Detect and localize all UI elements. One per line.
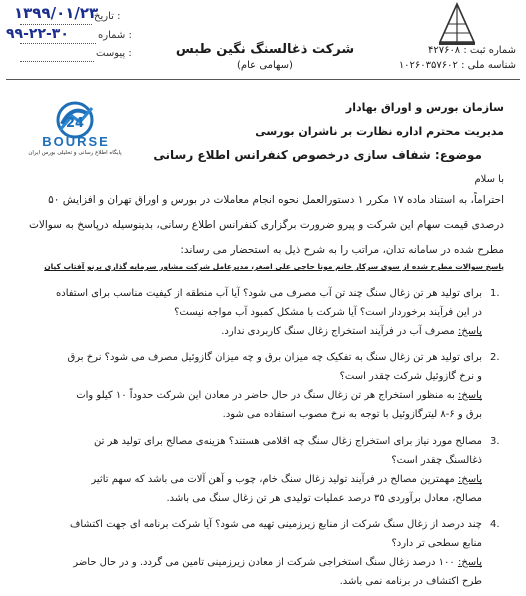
item-question-line-1: مصالح مورد نیاز برای استخراج زغال سنگ چه اقلامی هستند؟ هزینه‌ی مصالح برای تولید هر تن [93, 436, 482, 447]
intro-line-2: درصدی قیمت سهام این شرکت و پیرو ضرورت برگزاری کنفرانس اطلاع رسانی، بدینوسیله درپاسخ به سوالات [28, 219, 504, 231]
date-value: ۱۳۹۹/۰۱/۲۳ [14, 4, 99, 22]
item-answer-line-2: طرح اکتشاف در برنامه نمی باشد. [339, 576, 482, 587]
item-question-line-1: برای تولید هر تن زغال سنگ به تفکیک چه میزان برق و چه میزان گازوئیل مصرف می شود؟ نرخ برق [67, 352, 482, 363]
subject-text: شفاف سازی درخصوص کنفرانس اطلاع رسانی [153, 148, 431, 162]
item-answer-line-1 [28, 553, 482, 572]
recipient-line-1: سازمان بورس و اوراق بهادار [345, 101, 504, 114]
company-name: شرکت ذغالسنگ نگین طبس [175, 42, 355, 57]
company-type: (سهامی عام) [237, 60, 293, 71]
list-item [0, 284, 526, 336]
intro-line-3: مطرح شده در سامانه تدان، مراتب را به شرح ذیل به استحضار می رساند: [180, 244, 504, 256]
item-question-line-2: در این فرآیند برخوردار است؟ آیا شرکت با مشکل کمبود آب مواجه نیست؟ [174, 307, 482, 318]
national-id: شناسه ملی : ۱۰۲۶۰۳۵۷۶۰۲ [398, 60, 516, 71]
item-answer-line-2: مصالح، معادل برآوردی ۳۵ درصد عملیات تولیدی هر تن زغال سنگ می باشد. [166, 493, 482, 504]
letterhead [0, 0, 526, 78]
bourse-brand: BOURSE [42, 134, 110, 149]
item-question-line-2: منابع سطحی تر دارد؟ [391, 538, 482, 549]
answer-text: مهمترین مصالح در فرآیند تولید زغال سنگ خام، چوب و آهن آلات می باشد که سهم تاثیر [91, 474, 455, 485]
list-item [0, 348, 526, 426]
answer-label: پاسخ: [457, 390, 482, 401]
letterhead-divider [6, 79, 520, 80]
answer-text: ۱۰۰ درصد زغال سنگ استخراجی شرکت از معادن زیرزمینی تامین می گردد. و در حال حاضر [73, 557, 455, 568]
item-number: 4. [490, 519, 500, 530]
list-item [0, 432, 526, 510]
bourse-tagline: پایگاه اطلاع رسانی و تحلیلی بورس ایران [28, 150, 122, 156]
recipient-line-2: مدیریت محترم اداره نظارت بر ناشران بورسی [255, 125, 504, 138]
item-answer-line-2: برق و ۶-۸ لیترگازوئیل با توجه به نرخ مصوب استفاده می شود. [222, 409, 482, 420]
date-label: تاریخ : [94, 11, 121, 22]
item-answer-line-1 [28, 386, 482, 405]
answer-text: مصرف آب در فرآیند استخراج زغال سنگ کاربردی ندارد. [221, 326, 455, 337]
company-logo-icon [436, 2, 478, 46]
svg-text:24: 24 [66, 116, 85, 131]
intro-line-1: احتراماً، به استناد ماده ۱۷ مکرر ۱ دستورالعمل نحوه انجام معاملات در بورس و اوراق تهران و افزایش ۵۰ [48, 194, 504, 206]
subject-line [150, 148, 482, 162]
item-number: 1. [490, 288, 500, 299]
number-value: ۹۹-۲۲-۳۰ [6, 26, 69, 42]
item-question-line-2: و نرخ گازوئیل شرکت چقدر است؟ [339, 371, 482, 382]
answer-label: پاسخ: [457, 474, 482, 485]
greeting: با سلام [474, 174, 504, 185]
item-answer-line-1 [28, 322, 482, 341]
item-number: 2. [490, 352, 500, 363]
answer-label: پاسخ: [457, 326, 482, 337]
item-question-line-1: برای تولید هر تن زغال سنگ چند تن آب مصرف می شود؟ آیا آب منطقه از کیفیت مناسب برای استفاده [56, 288, 482, 299]
number-label: شماره : [98, 30, 132, 41]
list-item [0, 515, 526, 595]
subject-label: موضوع: [434, 148, 482, 162]
answer-text: به منظور استخراج هر تن زغال سنگ در حال حاضر در معادن این شرکت حدوداً ۱۰ کیلو وات [76, 390, 455, 401]
item-question-line-2: ذغالسنگ چقدر است؟ [391, 455, 482, 466]
answer-label: پاسخ: [457, 557, 482, 568]
item-answer-line-1 [28, 470, 482, 489]
item-number: 3. [490, 436, 500, 447]
item-question-line-1: چند درصد از زغال سنگ شرکت از منابع زیرزمینی تهیه می شود؟ آیا شرکت برنامه ای جهت اکتشاف [70, 519, 482, 530]
registration-number: شماره ثبت : ۴۲۷۶۰۸ [427, 45, 516, 56]
attachment-label: پیوست : [96, 48, 132, 59]
section-title: پاسخ سوالات مطرح شده از سوی سرکار خانم مونا حاجی علی اصغر، مدیرعامل شرکت مشاور سرمایه گذاری برنو آفتاب کیان [44, 262, 504, 271]
bourse-logo [20, 100, 130, 162]
